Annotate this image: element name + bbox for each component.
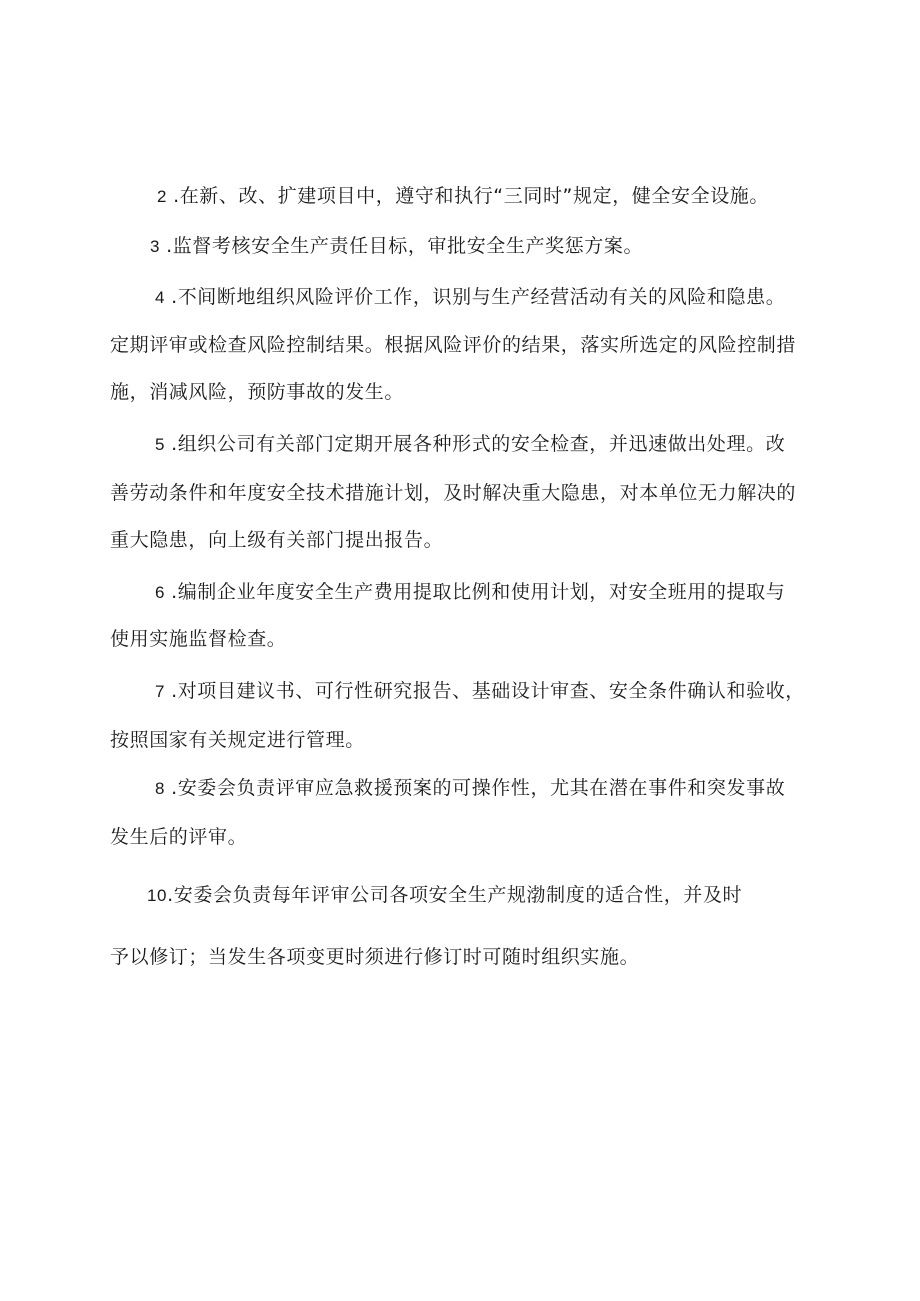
item-7-line-2	[110, 728, 365, 752]
item-4-line-1	[155, 285, 785, 310]
item-text: 发生后的评审。	[110, 826, 248, 848]
item-text: 定期评审或检查风险控制结果。根据风险评价的结果，落实所选定的风险控制措	[110, 334, 797, 356]
item-7-line-1	[155, 679, 805, 704]
item-number: 7	[155, 682, 166, 701]
item-text: 予以修订；当发生各项变更时须进行修订时可随时组织实施。	[110, 946, 640, 968]
item-text: 使用实施监督检查。	[110, 628, 287, 650]
item-number: 3	[150, 237, 161, 256]
item-text: 重大隐患，向上级有关部门提出报告。	[110, 529, 444, 551]
item-text: .安委会负责每年评审公司各项安全生产规渤制度的适合性，并及时	[167, 884, 743, 906]
item-4-line-3	[110, 380, 404, 404]
item-number: 4	[155, 288, 166, 307]
item-number: 5	[155, 435, 166, 454]
item-6-line-2	[110, 627, 286, 651]
item-8-line-1	[155, 776, 785, 801]
item-text: .在新、改、扩建项目中，遵守和执行“三同时”规定，健全安全设施。	[173, 185, 769, 207]
item-2-line-1	[157, 184, 769, 209]
item-text: .组织公司有关部门定期开展各种形式的安全检查，并迅速做出处理。改	[171, 433, 786, 455]
item-text: .对项目建议书、可行性研究报告、基础设计审查、安全条件确认和验收，	[171, 680, 805, 702]
item-text: 施，消减风险，预防事故的发生。	[110, 381, 405, 403]
item-text: .不间断地组织风险评价工作，识别与生产经营活动有关的风险和隐患。	[171, 286, 786, 308]
item-text: .监督考核安全生产责任目标，审批安全生产奖惩方案。	[166, 235, 644, 257]
item-number: 10	[147, 886, 168, 905]
item-number: 8	[155, 779, 166, 798]
item-10-line-2	[110, 945, 639, 969]
item-10-line-1	[147, 883, 742, 908]
item-3-line-1	[150, 234, 643, 259]
item-4-line-2	[110, 333, 796, 357]
item-text: .安委会负责评审应急救援预案的可操作性，尤其在潜在事件和突发事故	[171, 777, 786, 799]
item-number: 2	[157, 187, 168, 206]
item-5-line-1	[155, 432, 785, 457]
item-8-line-2	[110, 825, 247, 849]
item-text: 善劳动条件和年度安全技术措施计划，及时解决重大隐患，对本单位无力解决的	[110, 482, 797, 504]
item-5-line-3	[110, 528, 443, 552]
item-5-line-2	[110, 481, 796, 505]
item-6-line-1	[155, 580, 785, 605]
item-number: 6	[155, 583, 166, 602]
item-text: 按照国家有关规定进行管理。	[110, 729, 365, 751]
item-text: .编制企业年度安全生产费用提取比例和使用计划，对安全班用的提取与	[171, 581, 786, 603]
